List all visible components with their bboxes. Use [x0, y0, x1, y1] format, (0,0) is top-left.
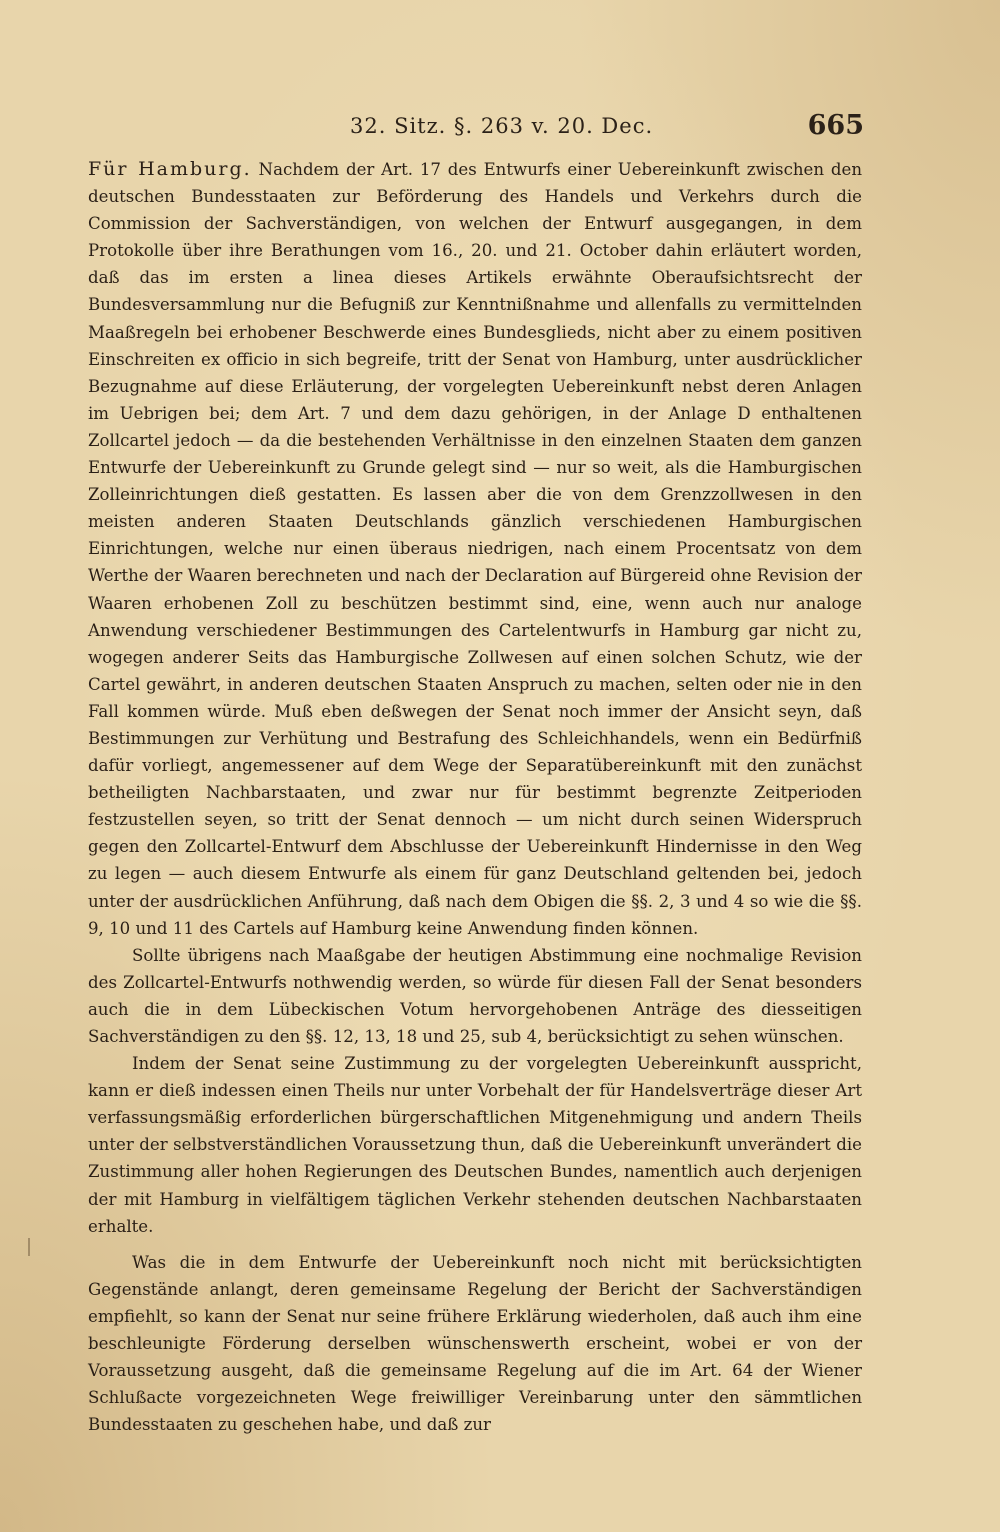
main-text: [88, 156, 862, 1438]
paragraph-text: Nachdem der Art. 17 des Entwurfs einer Uebereinkunft zwischen den deutschen Bundesstaaten zur Beförderung des Handels und Verkehrs durch die Commission der Sachverständigen, von welchen der Entwurf ausgegangen, in dem Protokolle über ihre Berathungen vom 16., 20. und 21. October dahin erläutert worden, daß das im ersten a linea dieses Artikels erwähnte Oberaufsichtsrecht der Bundesversammlung nur die Befugniß zur Kenntnißnahme und allenfalls zu vermittelnden Maaßregeln bei erhobener Beschwerde eines Bundesglieds, nicht aber zu einem positiven Einschreiten ex officio in sich begreife, tritt der Senat von Hamburg, unter ausdrücklicher Bezugnahme auf diese Erläuterung, der vorgelegten Uebereinkunft nebst deren Anlagen im Uebrigen bei; dem Art. 7 und dem dazu gehörigen, in der Anlage D enthaltenen Zollcartel jedoch — da die bestehenden Verhältnisse in den einzelnen Staaten dem ganzen Entwurfe der Uebereinkunft zu Grunde gelegt sind — nur so weit, als die Hamburgischen Zolleinrichtungen dieß gestatten. Es lassen aber die von dem Grenzzollwesen in den meisten anderen Staaten Deutschlands gänzlich verschiedenen Hamburgischen Einrichtungen, welche nur einen überaus niedrigen, nach einem Procentsatz von dem Werthe der Waaren berechneten und nach der Declaration auf Bürgereid ohne Revision der Waaren erhobenen Zoll zu beschützen bestimmt sind, eine, wenn auch nur analoge Anwendung verschiedener Bestimmungen des Cartelentwurfs in Hamburg gar nicht zu, wogegen anderer Seits das Hamburgische Zollwesen auf einen solchen Schutz, wie der Cartel gewährt, in anderen deutschen Staaten Anspruch zu machen, selten oder nie in den Fall kommen würde. Muß eben deßwegen der Senat noch immer der Ansicht seyn, daß Bestimmungen zur Verhütung und Bestrafung des Schleichhandels, wenn ein Bedürfniß dafür vorliegt, angemessener auf dem Wege der Separatübereinkunft mit den zunächst betheiligten Nachbarstaaten, und zwar nur für bestimmt begrenzte Zeitperioden festzustellen seyen, so tritt der Senat dennoch — um nicht durch seinen Widerspruch gegen den Zollcartel-Entwurf dem Abschlusse der Uebereinkunft Hindernisse in den Weg zu legen — auch diesem Entwurfe als einem für ganz Deutschland geltenden bei, jedoch unter der ausdrücklichen Anführung, daß nach dem Obigen die §§. 2, 3 und 4 so wie die §§. 9, 10 und 11 des Cartels auf Hamburg keine Anwendung finden können.: [88, 160, 863, 938]
paragraph-revision: Sollte übrigens nach Maaßgabe der heutigen Abstimmung eine nochmalige Revision des Zollcartel-Entwurfs nothwendig werden, so würde für diesen Fall der Senat besonders auch die in dem Lübeckischen Votum hervorgehobenen Anträge des diesseitigen Sachverständigen zu den §§. 12, 13, 18 und 25, sub 4, berücksichtigt zu sehen wünschen.: [88, 945, 862, 1046]
page-header: [88, 112, 866, 146]
page-number: 665: [807, 110, 864, 141]
running-head: 32. Sitz. §. 263 v. 20. Dec.: [350, 114, 654, 138]
section-lead: Für Hamburg.: [88, 158, 252, 180]
paragraph-consent: Indem der Senat seine Zustimmung zu der vorgelegten Uebereinkunft ausspricht, kann er dieß indessen einen Theils nur unter Vorbehalt der für Handelsverträge dieser Art verfassungsmäßig erforderlichen bürgerschaftlichen Mitgenehmigung und andern Theils unter der selbstverständlichen Voraussetzung thun, daß die Uebereinkunft unverändert die Zustimmung aller hohen Regierungen des Deutschen Bundes, namentlich auch derjenigen der mit Hamburg in vielfältigem täglichen Verkehr stehenden deutschen Nachbarstaaten erhalte.: [88, 1054, 862, 1236]
paragraph-further-matters: Was die in dem Entwurfe der Uebereinkunft noch nicht mit berücksichtigten Gegenstände anlangt, deren gemeinsame Regelung der Bericht der Sachverständigen empfiehlt, so kann der Senat nur seine frühere Erklärung wiederholen, daß auch ihm eine beschleunigte Förderung derselben wünschenswerth erscheint, wobei er von der Voraussetzung ausgeht, daß die gemeinsame Regelung auf die im Art. 64 der Wiener Schlußacte vorgezeichneten Wege freiwilliger Vereinbarung unter den sämmtlichen Bundesstaaten zu geschehen habe, und daß zur: [88, 1252, 862, 1435]
paragraph-hamburg-vote: [88, 156, 862, 942]
margin-mark: [28, 1238, 30, 1256]
